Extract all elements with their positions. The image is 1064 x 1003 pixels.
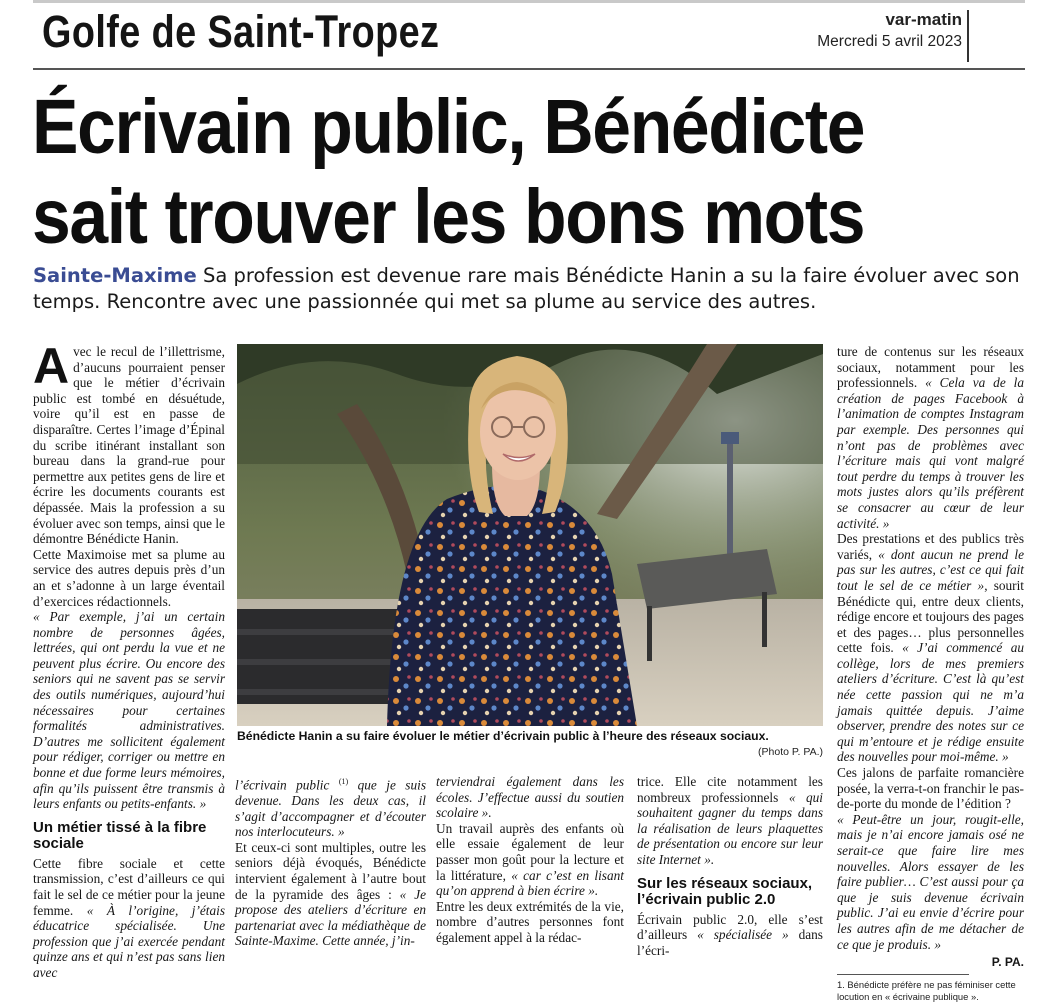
quote-paragraph bbox=[436, 774, 624, 821]
subheading: Sur les réseaux sociaux, l’écrivain public 2.0 bbox=[637, 874, 813, 908]
publication-date: Mercredi 5 avril 2023 bbox=[817, 33, 962, 50]
quote-paragraph bbox=[235, 774, 426, 840]
paragraph bbox=[637, 912, 823, 959]
quote-paragraph bbox=[33, 609, 225, 812]
subheading: Un métier tissé à la fibre sociale bbox=[33, 818, 207, 852]
portrait-photo bbox=[237, 344, 823, 726]
paragraph bbox=[837, 531, 1024, 765]
footnote-marker: (1) bbox=[338, 777, 349, 786]
masthead bbox=[817, 10, 962, 51]
footnote: 1. Bénédicte préfère ne pas féminiser cette locution en « écrivaine publique ». bbox=[837, 978, 1016, 1002]
headline bbox=[32, 82, 955, 262]
photo-credit: (Photo P. PA.) bbox=[758, 746, 823, 758]
quote-text: « dont aucun ne prend le pas sur les autres, c’est ce qui fait tout le sel de ce métier » bbox=[837, 546, 1024, 593]
article-photo bbox=[237, 344, 823, 726]
paragraph bbox=[33, 856, 225, 981]
paragraph bbox=[33, 338, 225, 547]
article-column-1 bbox=[33, 338, 225, 981]
quote-text: « car c’est en lisant qu’on apprend à bien écrire ». bbox=[436, 867, 624, 899]
paragraph-text: Des prestations et des publics très variés, bbox=[837, 531, 1024, 562]
photo-caption: Bénédicte Hanin a su faire évoluer le métier d’écrivain public à l’heure des réseaux sociaux. bbox=[237, 729, 769, 743]
quote-text: « qui souhaitent gagner du temps dans la réalisation de leurs plaquettes de présentation ou encore sur leur site Internet ». bbox=[637, 789, 823, 867]
quote-text: « Je propose des ateliers d’écriture en partenariat avec la médiathèque de Sainte-Maxime. Cette année, j’in- bbox=[235, 886, 426, 949]
top-rule bbox=[33, 0, 1025, 3]
paragraph-text: Et ceux-ci sont multiples, outre les seniors déjà évoqués, Bénédicte intervient également à l’autre bout de la pyramide des âges : bbox=[235, 839, 426, 902]
article-column-2 bbox=[235, 774, 426, 949]
footnote-rule bbox=[837, 974, 969, 975]
quote-text: « Cela va de la création de pages Facebook à l’animation de comptes Instagram par exemple. Des personnes qui n’ont pas de problèmes avec l’écriture mais qui vont malgré tout perdre du temps à trouver les mots justes alors qu’ils préfèrent se consacrer au cœur de leur activité. » bbox=[837, 375, 1024, 531]
article-column-3 bbox=[436, 774, 624, 946]
paragraph bbox=[235, 840, 426, 949]
quote-text: que je suis devenue. Dans les deux cas, il s’agit d’accompagner et d’écouter nos interlocuteurs. » bbox=[235, 777, 426, 840]
quote-text: l’écrivain public bbox=[235, 777, 330, 793]
paragraph bbox=[837, 344, 1024, 531]
quote-paragraph bbox=[837, 812, 1024, 952]
header-rule bbox=[33, 68, 1025, 70]
paragraph-text: dans l’écri- bbox=[637, 927, 823, 958]
quote-text: « Par exemple, j’ai un certain nombre de personnes âgées, lettrées, qui ont perdu la vue et ne peuvent plus écrire. Ou encore des seniors qui ne savent pas se servir des outils numériques, aujourd’hui nécessaires pour certaines formalités administratives. D’autres me sollicitent également pour rédiger, corriger ou mettre en bonne et due forme leurs mémoires, afin qu’ils puissent être transmis à leurs enfants ou petits-enfants. » bbox=[33, 609, 225, 812]
paragraph-text: trice. Elle cite notamment les nombreux professionnels bbox=[637, 774, 823, 805]
drop-cap: A bbox=[33, 338, 70, 394]
paragraph-text: Un travail auprès des enfants où elle essaie également de leur passer mon goût pour la lecture et la littérature, bbox=[436, 820, 624, 883]
standfirst-text: Sa profession est devenue rare mais Bénédicte Hanin a su la faire évoluer avec son temps. Rencontre avec une passionnée qui met sa plume au service des autres. bbox=[33, 264, 1020, 313]
paragraph bbox=[637, 774, 823, 868]
paragraph-text: Écrivain public 2.0, elle s’est d’ailleurs bbox=[637, 911, 823, 943]
paragraph: Cette Maximoise met sa plume au service des autres depuis près d’un an et s’adonne à un large éventail d’exercices rédactionnels. bbox=[33, 546, 225, 609]
paragraph: Ces jalons de parfaite romancière posée, la verra-t-on franchir le pas-de-porte du monde de l’édition ? bbox=[837, 765, 1024, 812]
quote-text: terviendrai également dans les écoles. J’effectue aussi du soutien scolaire ». bbox=[436, 774, 624, 821]
newspaper-name: var-matin bbox=[885, 10, 962, 29]
headline-line-1: Écrivain public, Bénédicte bbox=[32, 84, 865, 170]
quote-text: « J’ai commencé au collège, lors de mes premiers ateliers d’écriture. C’est là qu’est née cette passion qui ne m’a jamais quittée depuis. J’aime observer, prendre des notes sur ce qui m’entoure et je rédige ensuite des nouvelles pour moi-même. » bbox=[837, 640, 1024, 765]
standfirst bbox=[33, 263, 1043, 314]
quote-text: « spécialisée » bbox=[697, 927, 789, 943]
article-column-5 bbox=[837, 344, 1024, 1003]
paragraph-text: ture de contenus sur les réseaux sociaux, notamment pour les professionnels. bbox=[837, 344, 1024, 391]
quote-text: « À l’origine, j’étais éducatrice spécialisée. Une profession que j’ai exercée pendant quinze ans et qui n’est pas sans lien avec bbox=[33, 902, 225, 980]
article-column-4 bbox=[637, 774, 823, 958]
paragraph bbox=[436, 821, 624, 899]
author-signature: P. PA. bbox=[991, 955, 1024, 970]
paragraph-text: , sourit Bénédicte qui, entre deux clients, rédige encore et toujours des pages et des pages… plus personnelles cette fois. bbox=[837, 577, 1024, 656]
paragraph-text: vec le recul de l’illettrisme, d’aucuns pourraient penser que le métier d’écrivain public est tombé en désuétude, voire qu’il est en passe de disparaître. Certes l’image d’Épinal du scribe itinérant installant son bureau dans la grand-rue pour permettre aux petites gens de lire et écrire les documents courants est dépassée. Mais la profession a su évoluer avec son temps, ainsi que le démontre Bénédicte Hanin. bbox=[33, 344, 225, 547]
quote-text: « Peut-être un jour, rougit-elle, mais je n’ai encore jamais osé ne serait-ce que faire lire mes nouvelles. Alors essayer de les faire publier… C’est aussi pour ça que je suis devenue écrivain public. J’ai eu envie d’écrire pour les autres afin de me détacher de ce que je produis. » bbox=[837, 811, 1024, 952]
paragraph-text: Cette fibre sociale et cette transmission, c’est d’ailleurs ce qui fait le sel de ce métier pour la jeune femme. bbox=[33, 855, 225, 918]
masthead-divider bbox=[967, 10, 969, 62]
standfirst-location: Sainte-Maxime bbox=[33, 264, 197, 287]
section-title: Golfe de Saint-Tropez bbox=[42, 6, 440, 57]
headline-line-2: sait trouver les bons mots bbox=[32, 174, 865, 260]
paragraph: Entre les deux extrémités de la vie, nombre d’autres personnes font également appel à la rédac- bbox=[436, 898, 624, 945]
